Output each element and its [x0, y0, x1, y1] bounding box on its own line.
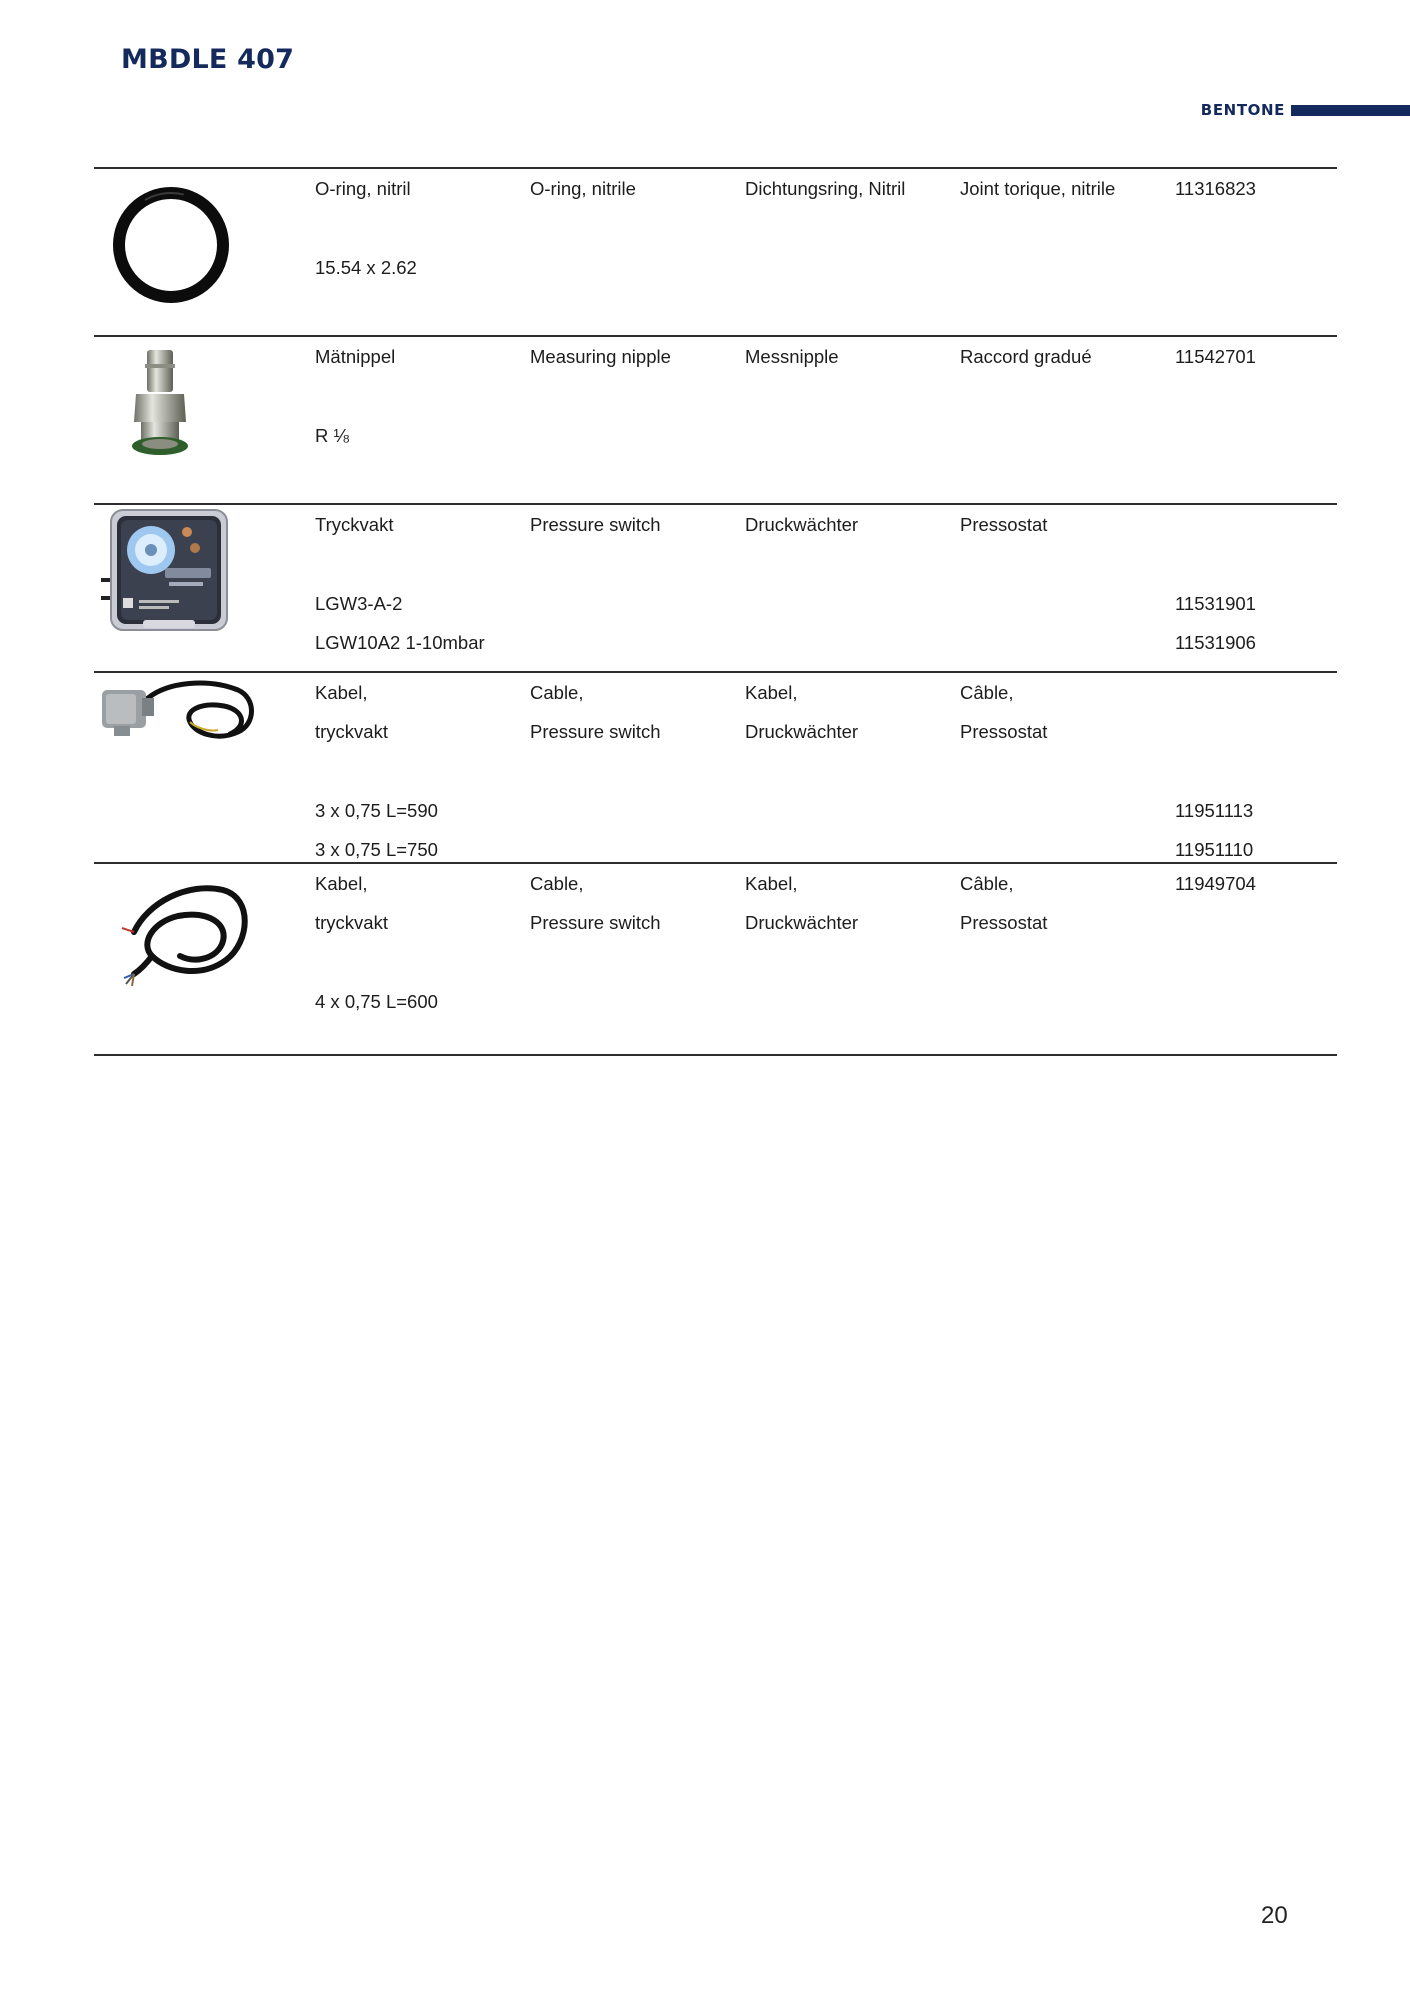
desc-sv-line2: tryckvakt: [315, 912, 388, 933]
desc-de: Kabel,: [745, 873, 798, 894]
desc-sv: Kabel,: [315, 873, 368, 894]
page-number: 20: [1261, 1902, 1288, 1929]
desc-en-line2: Pressure switch: [530, 721, 661, 742]
desc-en: Pressure switch: [530, 514, 661, 535]
table-top-rule: [94, 167, 1337, 169]
desc-fr: Joint torique, nitrile: [960, 178, 1116, 199]
part-number: 11531901: [1175, 593, 1256, 614]
brand-mark: [1201, 100, 1410, 120]
part-number: 11531906: [1175, 632, 1256, 653]
cable-with-connector-image: [98, 676, 258, 761]
desc-sv-line2: tryckvakt: [315, 721, 388, 742]
cable-coil-image: [118, 872, 258, 997]
desc-fr: Câble,: [960, 682, 1014, 703]
spec: 15.54 x 2.62: [315, 257, 417, 278]
spec: LGW10A2 1-10mbar: [315, 632, 485, 653]
desc-de: Dichtungsring, Nitril: [745, 178, 906, 199]
desc-de-line2: Druckwächter: [745, 721, 859, 742]
part-number: 11316823: [1175, 178, 1256, 199]
spec: R ⅛: [315, 425, 349, 446]
table-bottom-rule: [94, 1054, 1337, 1056]
brand-name: BENTONE: [1200, 101, 1285, 119]
desc-en: Cable,: [530, 873, 584, 894]
desc-de: Druckwächter: [745, 514, 859, 535]
spec: 3 x 0,75 L=590: [315, 800, 438, 821]
desc-fr-line2: Pressostat: [960, 721, 1048, 742]
spec: 3 x 0,75 L=750: [315, 839, 438, 860]
document-title: MBDLE 407: [121, 44, 295, 75]
desc-en-line2: Pressure switch: [530, 912, 661, 933]
measuring-nipple-image: [128, 344, 198, 469]
part-number: 11542701: [1175, 346, 1256, 367]
spec: LGW3-A-2: [315, 593, 403, 614]
desc-sv: Tryckvakt: [315, 514, 394, 535]
brand-bar: [1291, 105, 1410, 116]
desc-sv: Mätnippel: [315, 346, 396, 367]
desc-en: Cable,: [530, 682, 584, 703]
desc-de: Kabel,: [745, 682, 798, 703]
o-ring-image: [108, 182, 238, 317]
desc-en: Measuring nipple: [530, 346, 671, 367]
part-number: 11951110: [1175, 839, 1254, 860]
row-divider: [94, 862, 1337, 864]
row-divider: [94, 503, 1337, 505]
part-number: 11951113: [1175, 800, 1254, 821]
desc-fr: Pressostat: [960, 514, 1048, 535]
desc-de-line2: Druckwächter: [745, 912, 859, 933]
pressure-switch-image: [99, 508, 231, 641]
row-divider: [94, 335, 1337, 337]
desc-sv: Kabel,: [315, 682, 368, 703]
row-divider: [94, 671, 1337, 673]
part-number: 11949704: [1175, 873, 1256, 894]
desc-fr-line2: Pressostat: [960, 912, 1048, 933]
desc-de: Messnipple: [745, 346, 839, 367]
desc-sv: O-ring, nitril: [315, 178, 411, 199]
desc-fr: Raccord gradué: [960, 346, 1092, 367]
desc-en: O-ring, nitrile: [530, 178, 636, 199]
spec: 4 x 0,75 L=600: [315, 991, 438, 1012]
desc-fr: Câble,: [960, 873, 1014, 894]
